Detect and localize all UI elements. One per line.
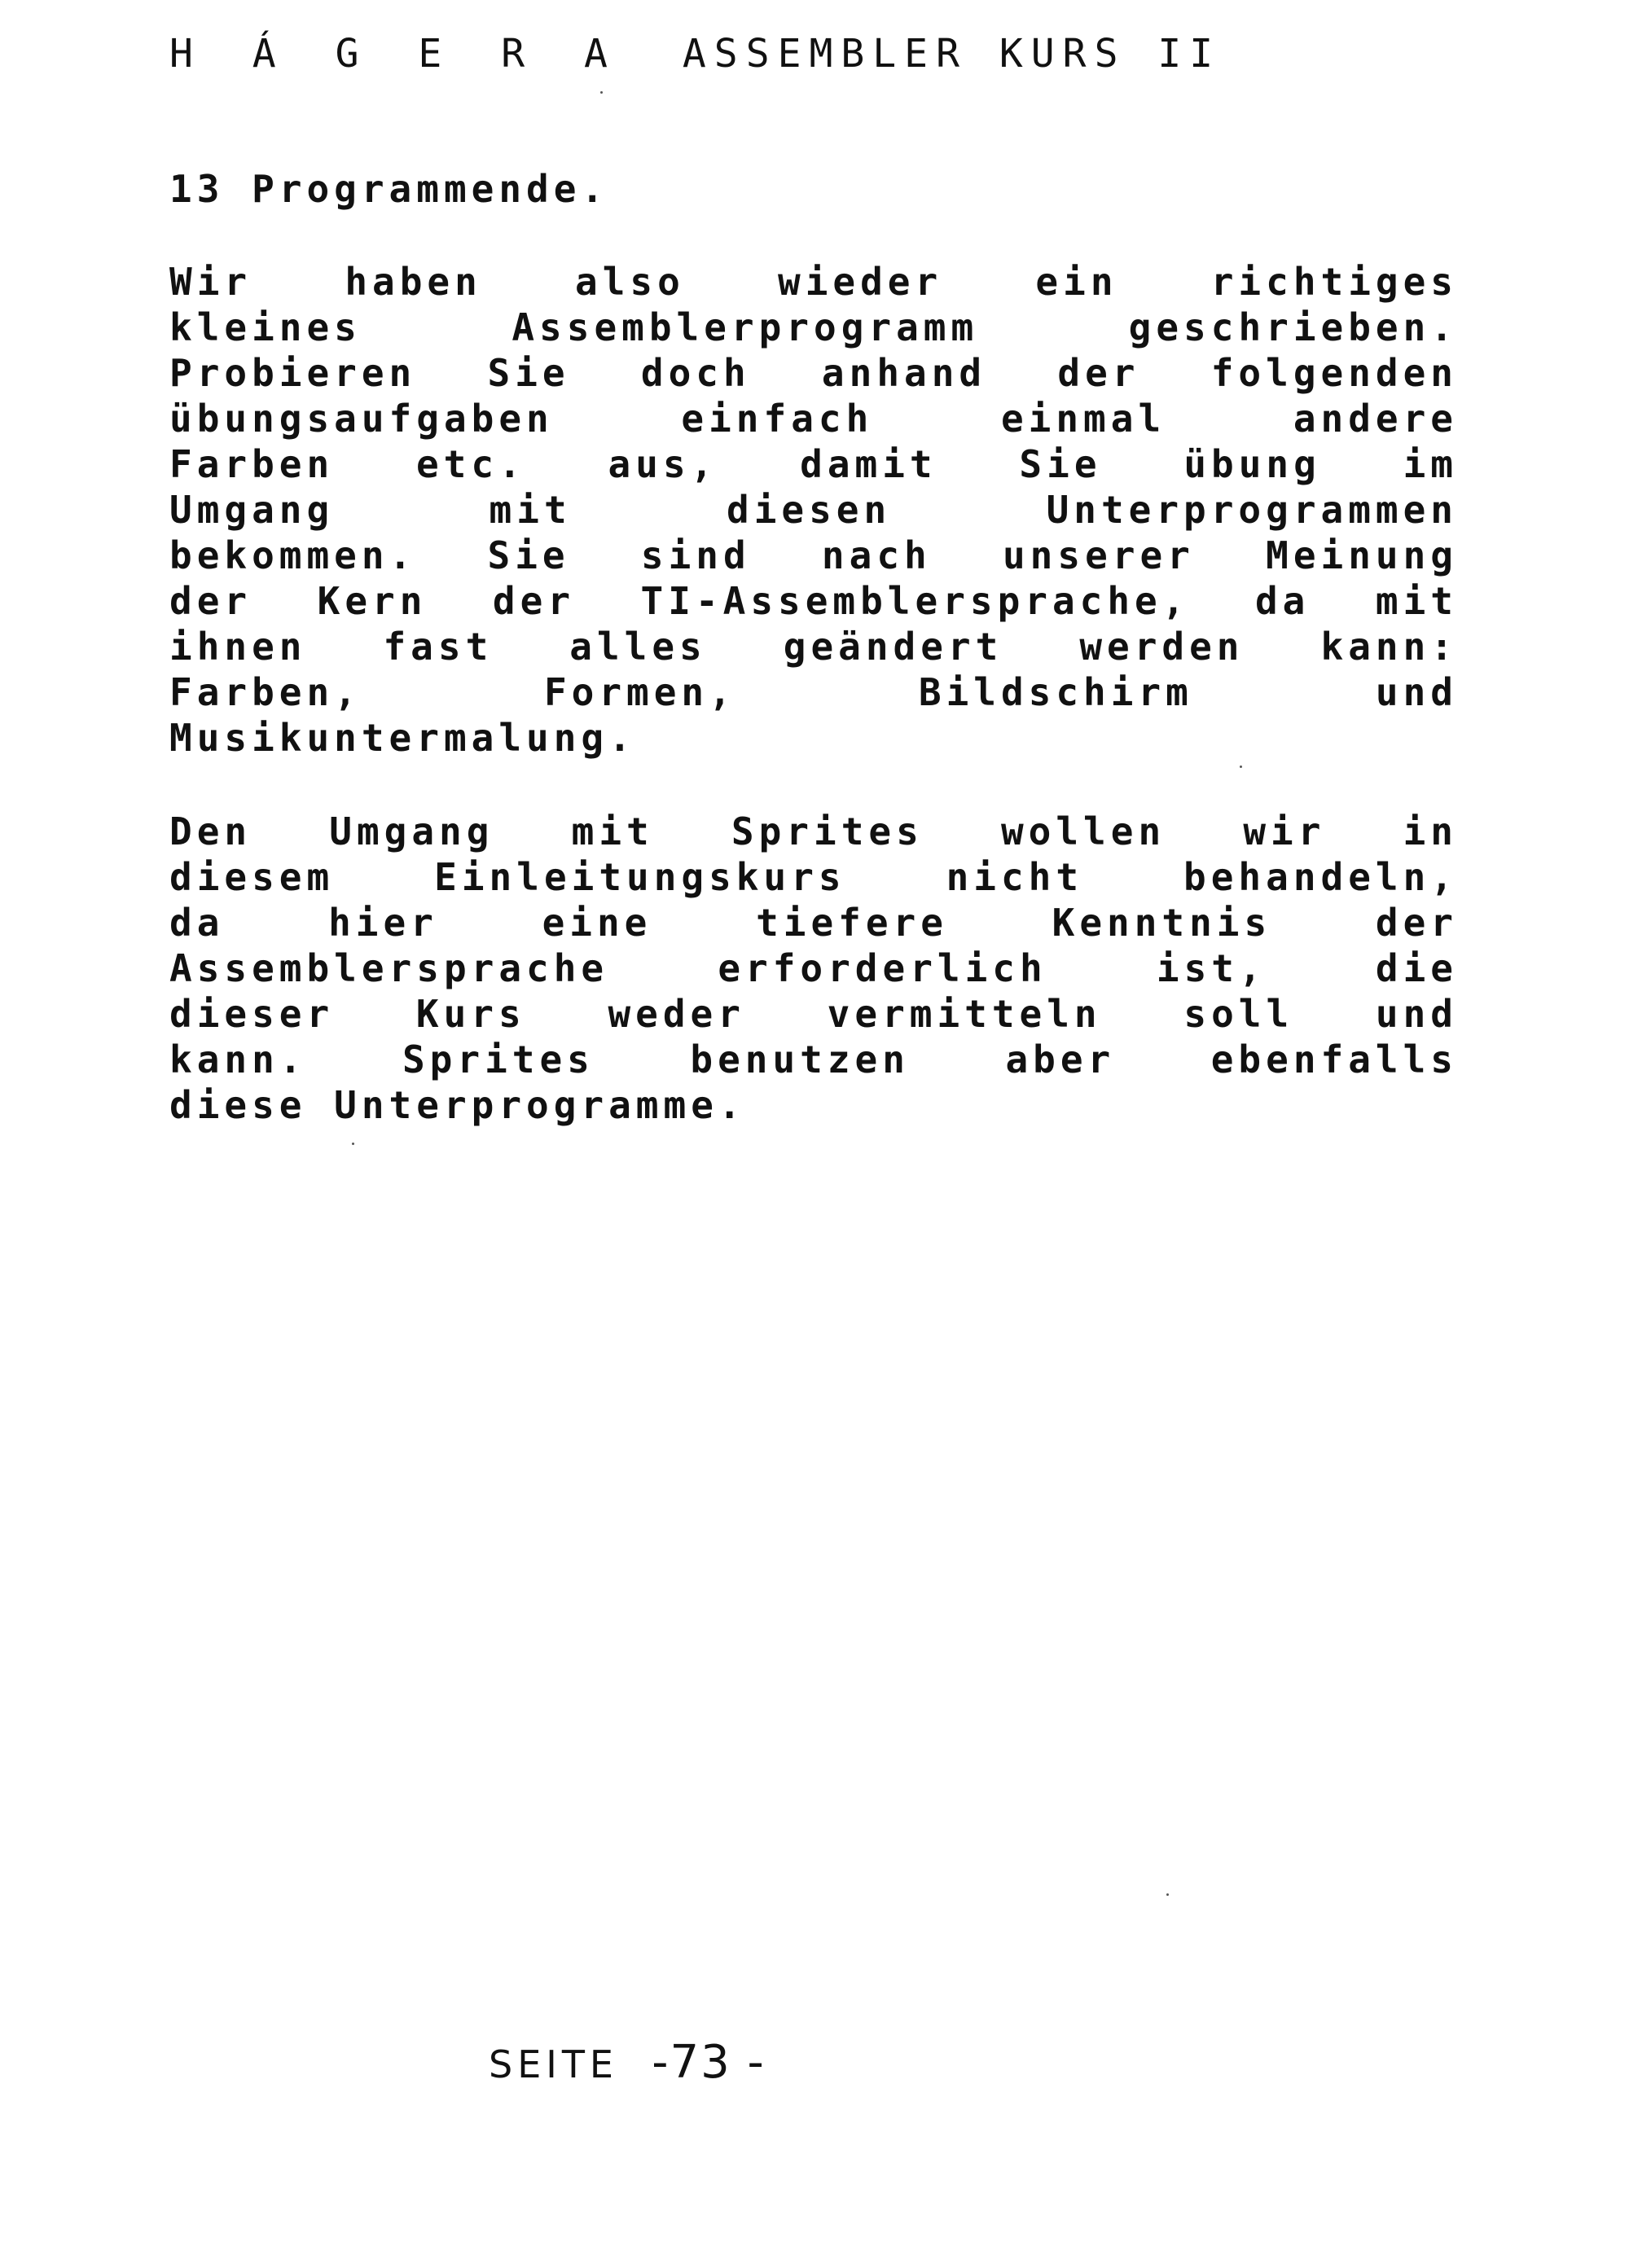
paragraph-line: kann. Sprites benutzen aber ebenfalls [169,1037,1458,1081]
paragraph-line: Probieren Sie doch anhand der folgenden [169,351,1458,395]
header-brand: H Á G E R A [169,31,626,77]
paragraph-line: Farben, Formen, Bildschirm und [169,670,1458,714]
page-number: -73 - [652,2036,766,2089]
footer-label: SEITE [489,2042,618,2086]
paragraph-line: Musikuntermalung. [169,716,636,760]
scan-speck [352,1143,354,1145]
paragraph-line: diese Unterprogramme. [169,1083,746,1127]
page-footer [489,2036,766,2089]
paragraph-line: der Kern der TI-Assemblersprache, da mit [169,579,1458,623]
scan-speck [1240,766,1242,768]
paragraph-line: Assemblersprache erforderlich ist, die [169,946,1458,990]
paragraph-line: Umgang mit diesen Unterprogrammen [169,488,1458,532]
paragraph-line: diesem Einleitungskurs nicht behandeln, [169,855,1458,899]
page-header [169,31,1221,77]
scan-speck [1166,1893,1169,1896]
header-title: ASSEMBLER KURS II [682,31,1222,77]
paragraph-line: ihnen fast alles geändert werden kann: [169,625,1458,669]
scan-speck [600,91,603,94]
paragraph-1 [169,259,1458,761]
paragraph-line: da hier eine tiefere Kenntnis der [169,901,1458,945]
paragraph-line: Farben etc. aus, damit Sie übung im [169,442,1458,486]
paragraph-line: übungsaufgaben einfach einmal andere [169,397,1458,441]
paragraph-line: bekommen. Sie sind nach unserer Meinung [169,533,1458,577]
section-title: 13 Programmende. [169,167,609,211]
paragraph-line: kleines Assemblerprogramm geschrieben. [169,305,1458,349]
paragraph-line: Wir haben also wieder ein richtiges [169,260,1458,304]
paragraph-2 [169,809,1458,1128]
paragraph-line: Den Umgang mit Sprites wollen wir in [169,809,1458,853]
paragraph-line: dieser Kurs weder vermitteln soll und [169,992,1458,1036]
